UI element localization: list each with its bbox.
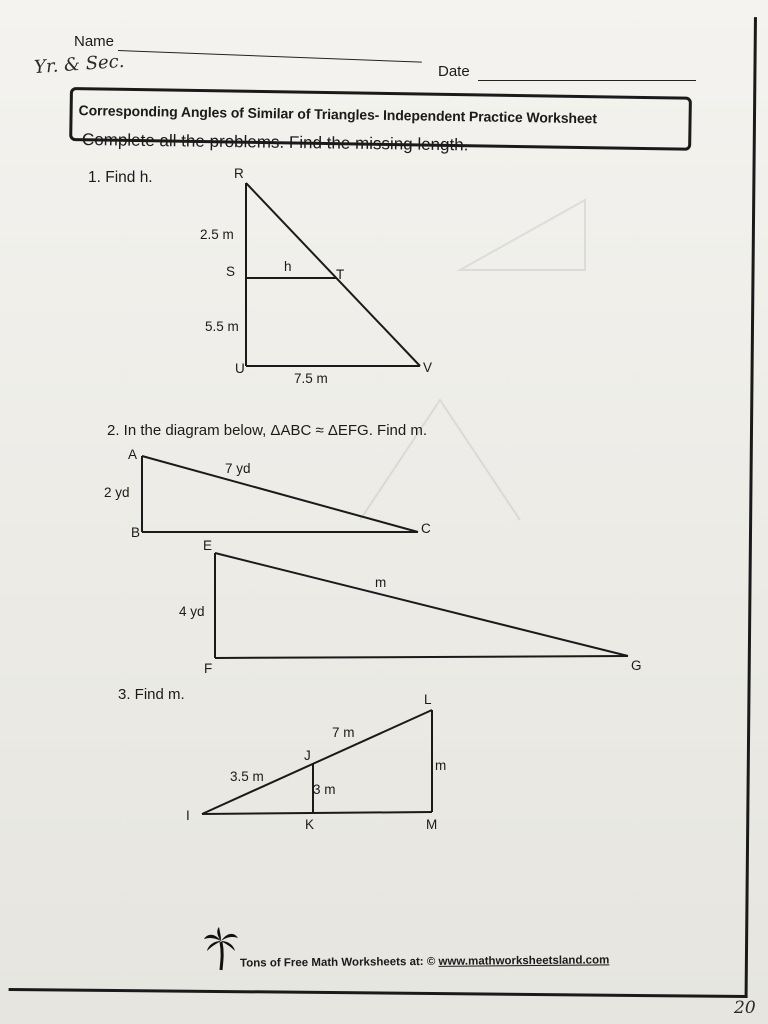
vertex-a: A <box>128 447 138 462</box>
segment-im <box>202 812 432 814</box>
worksheet-title: Corresponding Angles of Similar of Triangles- Independent Practice Worksheet <box>78 102 597 127</box>
label-ac: 7 yd <box>225 461 251 476</box>
label-rs: 2.5 m <box>200 227 234 242</box>
vertex-b: B <box>131 525 141 540</box>
label-uv: 7.5 m <box>294 371 328 386</box>
vertex-l: L <box>424 692 432 707</box>
vertex-m: M <box>426 817 438 832</box>
segment-il <box>202 710 432 814</box>
palm-tree-icon <box>202 926 240 972</box>
vertex-c: C <box>421 521 431 536</box>
vertex-u: U <box>235 361 245 376</box>
vertex-s: S <box>226 264 236 279</box>
vertex-r: R <box>234 166 244 181</box>
vertex-j: J <box>304 748 311 763</box>
vertex-v: V <box>423 360 433 375</box>
vertex-k: K <box>305 817 315 832</box>
name-handwriting: Yr. & Sec. <box>33 50 126 79</box>
footer-link[interactable]: www.mathworksheetsland.com <box>438 954 610 968</box>
vertex-e: E <box>203 538 213 553</box>
problem-2-prompt: 2. In the diagram below, ΔABC ≈ ΔEFG. Find m. <box>107 422 428 439</box>
page-number: 20 <box>734 998 756 1018</box>
label-su: 5.5 m <box>205 319 239 334</box>
label-ab: 2 yd <box>104 485 130 500</box>
label-eg: m <box>375 575 387 590</box>
label-lm: m <box>435 758 447 773</box>
label-h: h <box>284 259 292 274</box>
vertex-i: I <box>186 808 190 823</box>
name-label: Name <box>74 33 115 50</box>
vertex-f: F <box>204 661 213 676</box>
footer-text: Tons of Free Math Worksheets at: © <box>239 955 439 970</box>
instructions: Complete all the problems. Find the missing length. <box>81 130 469 155</box>
label-jl: 7 m <box>332 725 355 740</box>
label-ij: 3.5 m <box>230 769 264 784</box>
problem-3-prompt: 3. Find m. <box>118 686 185 703</box>
vertex-t: T <box>336 267 345 282</box>
label-ef: 4 yd <box>179 604 205 619</box>
date-label: Date <box>438 63 470 80</box>
problem-1-prompt: 1. Find h. <box>88 169 153 186</box>
label-jk: 3 m <box>313 782 336 797</box>
vertex-g: G <box>631 658 642 673</box>
